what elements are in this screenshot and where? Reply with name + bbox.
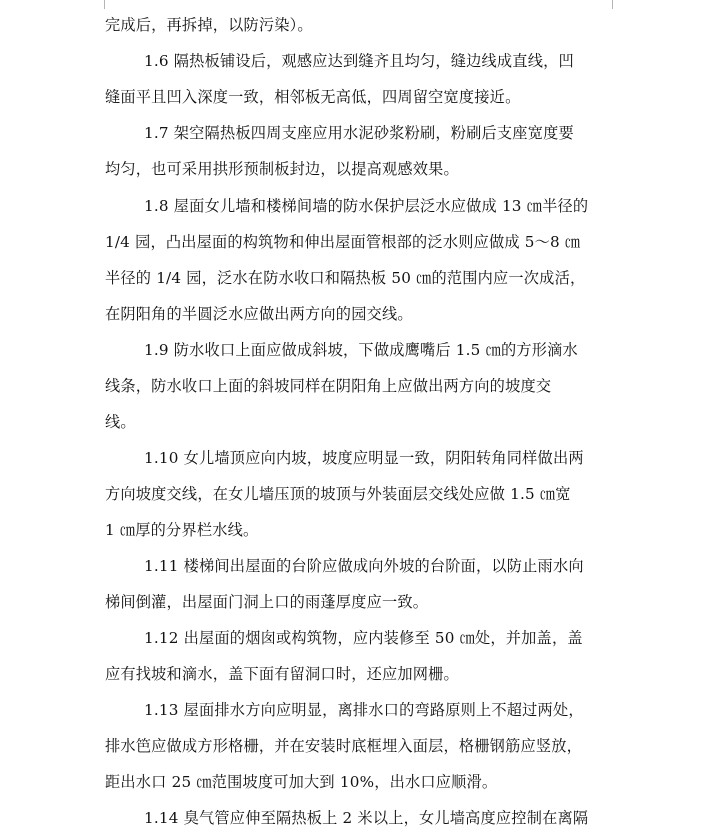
text-line: 1.6 隔热板铺设后，观感应达到缝齐且均匀，缝边线成直线，凹 [144, 52, 574, 70]
text-line: 1.8 屋面女儿墙和楼梯间墙的防水保护层泛水应做成 13 ㎝半径的 [144, 197, 589, 215]
text-line: 应有找坡和滴水，盖下面有留洞口时，还应加网栅。 [105, 665, 459, 683]
text-line: 完成后，再拆掉，以防污染）。 [105, 16, 313, 34]
text-line: 方向坡度交线，在女儿墙压顶的坡顶与外装面层交线处应做 1.5 ㎝宽 [105, 485, 571, 503]
page-corner-mark-left [84, 0, 105, 9]
text-line: 1 ㎝厚的分界栏水线。 [105, 521, 259, 539]
text-line: 在阴阳角的半圆泛水应做出两方向的园交线。 [105, 305, 413, 323]
text-line: 半径的 1/4 园，泛水在防水收口和隔热板 50 ㎝的范围内应一次成活， [105, 269, 586, 287]
text-line: 均匀，也可采用拱形预制板封边，以提高观感效果。 [105, 160, 459, 178]
text-line: 梯间倒灌，出屋面门洞上口的雨蓬厚度应一致。 [105, 593, 429, 611]
page-corner-mark-right [612, 0, 633, 9]
text-line: 1.10 女儿墙顶应向内坡，坡度应明显一致，阴阳转角同样做出两 [144, 449, 584, 467]
text-line: 缝面平且凹入深度一致，相邻板无高低，四周留空宽度接近。 [105, 88, 521, 106]
text-line: 距出水口 25 ㎝范围坡度可加大到 10%，出水口应顺滑。 [105, 773, 498, 791]
text-line: 1.12 出屋面的烟囱或构筑物，应内装修至 50 ㎝处，并加盖，盖 [144, 629, 583, 647]
text-line: 线。 [105, 413, 136, 431]
text-line: 1/4 园，凸出屋面的构筑物和伸出屋面管根部的泛水则应做成 5～8 ㎝ [105, 233, 581, 251]
text-line: 排水笆应做成方形格栅，并在安装时底框埋入面层，格栅钢筋应竖放， [105, 737, 583, 755]
text-line: 1.14 臭气管应伸至隔热板上 2 米以上，女儿墙高度应控制在离隔 [144, 809, 589, 827]
text-line: 1.13 屋面排水方向应明显，离排水口的弯路原则上不超过两处， [144, 701, 584, 719]
text-line: 线条，防水收口上面的斜坡同样在阴阳角上应做出两方向的坡度交 [105, 377, 552, 395]
text-line: 1.7 架空隔热板四周支座应用水泥砂浆粉刷，粉刷后支座宽度要 [144, 124, 574, 142]
text-line: 1.11 楼梯间出屋面的台阶应做成向外坡的台阶面，以防止雨水向 [144, 557, 584, 575]
text-line: 1.9 防水收口上面应做成斜坡，下做成鹰嘴后 1.5 ㎝的方形滴水 [144, 341, 578, 359]
